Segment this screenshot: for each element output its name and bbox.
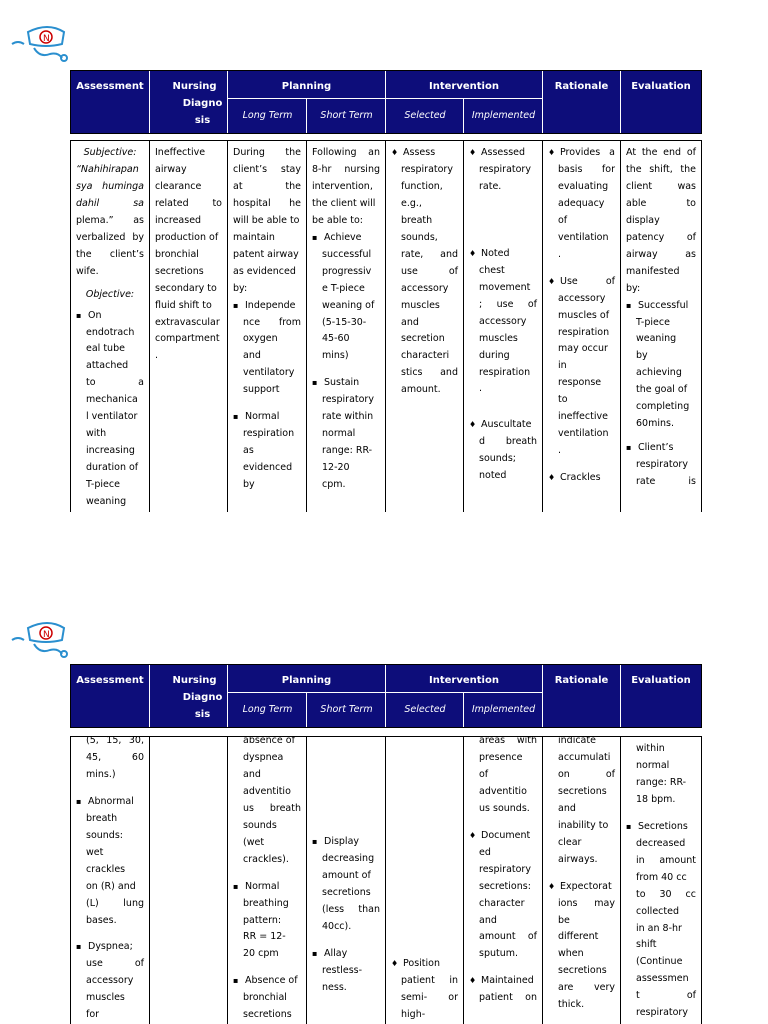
cell-text-line: by: xyxy=(626,282,641,294)
cell-text-line: t of xyxy=(636,990,696,1002)
cell-text-line: verbalized by xyxy=(76,231,144,243)
cell-text-line: endotrach xyxy=(86,326,135,338)
cell-text-line: airway xyxy=(155,163,187,175)
cell-text-line: and xyxy=(243,768,261,780)
cell-text-line: function, xyxy=(401,180,443,192)
cell-text-line: sounds, xyxy=(401,231,438,243)
cell-text-line: (L) lung xyxy=(86,897,144,909)
cell-text-line: dyspnea xyxy=(243,751,284,763)
header-evaluation: Evaluation xyxy=(631,81,691,92)
table-header xyxy=(70,70,702,134)
cell-text-line: response xyxy=(558,377,602,389)
cell-text-line: sputum. xyxy=(479,948,519,960)
cell-text-line: the shift, the xyxy=(626,163,696,175)
cell-text-line: weaning of xyxy=(322,299,375,311)
evaluation-column xyxy=(621,141,701,512)
cell-text-line: ness. xyxy=(322,981,347,993)
nurse-cap-logo-icon xyxy=(10,22,72,64)
cell-text-line: by xyxy=(636,350,648,362)
cell-text-line: respiration xyxy=(243,428,295,440)
cell-text-line: pattern: xyxy=(243,914,282,926)
header-short-term: Short Term xyxy=(320,704,373,715)
cell-text-line: mins.) xyxy=(86,768,116,780)
header-evaluation: Evaluation xyxy=(631,675,691,686)
cell-text-line: muscles xyxy=(86,992,125,1004)
cell-text-line: 20 cpm xyxy=(243,948,279,960)
cell-text-line: rate, and xyxy=(401,248,458,260)
cell-text-line: accumulati xyxy=(558,751,611,763)
cell-text-line: accessory xyxy=(86,975,134,987)
cell-text-line: secretions xyxy=(322,886,371,898)
cell-text-line: in xyxy=(558,360,567,372)
cell-text-line: in an 8-hr xyxy=(636,922,682,934)
cell-text-line: accessory xyxy=(558,292,606,304)
cell-text-line: ♦ Auscultate xyxy=(469,417,537,434)
cell-text-line: support xyxy=(243,384,280,396)
cell-text-line: semi- or xyxy=(401,991,458,1003)
cell-text-line: movement xyxy=(479,281,531,293)
cell-text-line: ventilation xyxy=(558,428,609,440)
cell-text-line: from 40 cc xyxy=(636,871,687,883)
cell-text-line: adventitio xyxy=(243,785,291,797)
cell-text-line: may occur xyxy=(558,343,608,355)
cell-text-line: progressiv xyxy=(322,265,372,277)
cell-text-line: breath xyxy=(401,214,433,226)
cell-text-line: when xyxy=(558,948,584,960)
cell-text-line: to xyxy=(558,394,568,406)
cell-text-line: (5-15-30- xyxy=(322,316,367,328)
cell-text-line: dahil sa xyxy=(76,197,144,209)
cell-text-line: ineffective xyxy=(558,411,608,423)
cell-text-line: and xyxy=(479,914,497,926)
cell-text-line: as evidenced xyxy=(233,265,296,277)
cell-text-line: secondary to xyxy=(155,282,217,294)
cell-text-line: ; use of xyxy=(479,298,537,310)
cell-text-line: wife. xyxy=(76,265,99,277)
cell-text-line: presence xyxy=(479,751,523,763)
cell-text-line: 45-60 xyxy=(322,333,350,345)
cell-text-line: ♦ Document xyxy=(469,828,537,845)
cell-text-line: oxygen xyxy=(243,333,278,345)
cell-text-line: ▪ On xyxy=(76,308,144,325)
cell-text-line: e T-piece xyxy=(322,282,365,294)
cell-text-line: the goal of xyxy=(636,384,688,396)
cell-text-line: 60mins. xyxy=(636,418,674,430)
cell-text-line: maintain xyxy=(233,231,275,243)
cell-text-line: ♦ Use of xyxy=(548,274,615,291)
cell-text-line: breathing xyxy=(243,897,289,909)
cell-text-line: duration of xyxy=(86,462,139,474)
header-nursing-diagnosis-1: Nursing xyxy=(172,81,217,92)
cell-text-line: Subjective: xyxy=(83,147,137,158)
cell-text-line: able to xyxy=(626,197,696,209)
cell-text-line: production of xyxy=(155,231,219,243)
cell-text-line: (5, 15, 30, xyxy=(86,737,144,746)
cell-text-line: secretions xyxy=(155,265,204,277)
cell-text-line: Objective: xyxy=(85,288,135,300)
cell-text-line: by: xyxy=(233,282,248,294)
cell-text-line: eal tube xyxy=(86,343,125,355)
cell-text-line: sya huminga xyxy=(76,180,144,192)
cell-text-line: ♦ Assess xyxy=(391,145,458,162)
cell-text-line: . xyxy=(479,383,483,395)
cell-text-line: hospital he xyxy=(233,197,301,209)
cell-text-line: during xyxy=(479,349,510,361)
header-rationale: Rationale xyxy=(554,81,609,92)
long-term-column xyxy=(228,737,307,1024)
cell-text-line: ventilation xyxy=(558,231,609,243)
cell-text-line: ▪ Sustain xyxy=(312,375,380,392)
cell-text-line: evaluating xyxy=(558,180,609,192)
cell-text-line: ▪ Normal xyxy=(233,409,301,426)
cell-text-line: rate within xyxy=(322,411,374,423)
cell-text-line: airways. xyxy=(558,853,598,865)
cell-text-line: amount. xyxy=(401,384,441,396)
evaluation-column xyxy=(621,737,701,1024)
header-implemented: Implemented xyxy=(471,110,536,121)
cell-text-line: client was xyxy=(626,180,696,192)
cell-text-line: respiration xyxy=(558,326,610,338)
header-nursing-diagnosis-3: sis xyxy=(194,709,211,720)
cell-text-line: rate is xyxy=(636,476,696,488)
header-nursing-diagnosis-2: Diagno xyxy=(182,98,223,109)
cell-text-line: client’s stay xyxy=(233,163,301,175)
header-intervention: Intervention xyxy=(429,81,499,92)
cell-text-line: absence of xyxy=(243,737,295,746)
cell-text-line: respiratory xyxy=(636,459,688,471)
cell-text-line: on of xyxy=(558,768,615,780)
cell-text-line: ventilatory xyxy=(243,367,295,379)
cell-text-line: ▪ Display xyxy=(312,834,380,851)
cell-text-line: 12-20 xyxy=(322,462,350,474)
care-plan-table-body xyxy=(70,736,702,1024)
cell-text-line: wet xyxy=(86,846,104,858)
cell-text-line: on (R) and xyxy=(86,880,136,892)
selected-column xyxy=(386,737,464,1024)
rationale-column xyxy=(543,141,621,512)
cell-text-line: RR = 12- xyxy=(243,931,286,943)
cell-text-line: ▪ Achieve xyxy=(312,230,380,247)
cell-text-line: muscles xyxy=(479,332,518,344)
rationale-column xyxy=(543,737,621,1024)
cell-text-line: related to xyxy=(155,197,222,209)
cell-text-line: T-piece xyxy=(636,316,670,328)
cell-text-line: . xyxy=(155,350,159,362)
cell-text-line: and xyxy=(401,316,419,328)
cell-text-line: secretions: xyxy=(479,880,531,892)
cell-text-line: evidenced xyxy=(243,462,293,474)
cell-text-line: restless- xyxy=(322,964,363,976)
cell-text-line: patient in xyxy=(401,974,458,986)
cell-text-line: sounds; xyxy=(479,453,516,465)
cell-text-line: l ventilator xyxy=(86,411,138,423)
cell-text-line: intervention, xyxy=(312,180,373,192)
cell-text-line: respiratory xyxy=(479,863,531,875)
cell-text-line: indicate xyxy=(558,737,596,746)
cell-text-line: display xyxy=(626,214,660,226)
cell-text-line: mechanica xyxy=(86,394,138,406)
cell-text-line: ▪ Dyspnea; xyxy=(76,939,144,956)
cell-text-line: shift xyxy=(636,939,657,951)
cell-text-line: decreased xyxy=(636,837,686,849)
cell-text-line: and xyxy=(243,350,261,362)
cell-text-line: accessory xyxy=(401,282,449,294)
cell-text-line: fluid shift to xyxy=(155,299,212,311)
cell-text-line: with xyxy=(86,428,107,440)
care-plan-table-body xyxy=(70,140,702,512)
cell-text-line: be able to: xyxy=(312,214,363,226)
cell-text-line: ▪ Abnormal xyxy=(76,794,144,811)
cell-text-line: amount of xyxy=(322,869,371,881)
cell-text-line: use of xyxy=(401,265,458,277)
cell-text-line: ▪ Secretions xyxy=(626,819,696,836)
cell-text-line: and xyxy=(558,802,576,814)
cell-text-line: ♦ Expectorat xyxy=(548,879,615,896)
cell-text-line: inability to xyxy=(558,819,609,831)
cell-text-line: respiratory xyxy=(636,1007,688,1019)
cell-text-line: are very xyxy=(558,982,615,994)
cell-text-line: normal xyxy=(636,759,670,771)
cell-text-line: cpm. xyxy=(322,479,346,491)
cell-text-line: clearance xyxy=(155,180,202,192)
nurse-cap-logo-icon xyxy=(10,618,72,660)
cell-text-line: amount of xyxy=(479,931,537,943)
cell-text-line: secretion xyxy=(401,333,445,345)
cell-text-line: nce from xyxy=(243,316,301,328)
cell-text-line: 8-hr nursing xyxy=(312,163,380,175)
cell-text-line: by xyxy=(243,479,255,491)
cell-text-line: us sounds. xyxy=(479,802,530,814)
cell-text-line: T-piece xyxy=(86,479,120,491)
cell-text-line: ♦ Provides a xyxy=(548,145,615,162)
cell-text-line: (less than xyxy=(322,903,380,915)
cell-text-line: During the xyxy=(233,147,301,158)
cell-text-line: sounds xyxy=(243,819,277,831)
cell-text-line: bronchial xyxy=(155,248,199,260)
cell-text-line: for xyxy=(86,1009,100,1021)
cell-text-line: ♦ Crackles xyxy=(548,470,615,487)
cell-text-line: ▪ Successful xyxy=(626,298,696,315)
cell-text-line: characteri xyxy=(401,350,450,362)
cell-text-line: N xyxy=(43,630,50,640)
cell-text-line: secretions xyxy=(243,1009,292,1021)
cell-text-line: assessmen xyxy=(636,973,689,985)
cell-text-line: clear xyxy=(558,836,582,848)
cell-text-line: compartment xyxy=(155,333,220,345)
header-intervention: Intervention xyxy=(429,675,499,686)
cell-text-line: adequacy xyxy=(558,197,605,209)
cell-text-line: character xyxy=(479,897,525,909)
cell-text-line: in amount xyxy=(636,854,696,866)
cell-text-line: At the end of xyxy=(626,147,696,158)
cell-text-line: secretions xyxy=(558,965,607,977)
cell-text-line: ions may xyxy=(558,897,615,909)
cell-text-line: to a xyxy=(86,377,144,389)
cell-text-line: ♦ Position xyxy=(391,956,458,973)
cell-text-line: respiratory xyxy=(401,163,453,175)
header-long-term: Long Term xyxy=(242,704,293,715)
cell-text-line: different xyxy=(558,931,599,943)
header-selected: Selected xyxy=(404,704,446,715)
cell-text-line: us breath xyxy=(243,802,301,814)
cell-text-line: patent airway xyxy=(233,248,299,260)
cell-text-line: manifested xyxy=(626,265,680,277)
cell-text-line: crackles xyxy=(86,863,126,875)
cell-text-line: ▪ Client’s xyxy=(626,440,696,457)
header-nursing-diagnosis-2: Diagno xyxy=(182,692,223,703)
cell-text-line: will be able to xyxy=(233,214,300,226)
header-assessment: Assessment xyxy=(76,81,144,92)
cell-text-line: breath xyxy=(86,812,118,824)
table-header xyxy=(70,664,702,728)
cell-text-line: stics and xyxy=(401,367,458,379)
cell-text-line: secretions xyxy=(558,785,607,797)
cell-text-line: airway as xyxy=(626,248,696,260)
cell-text-line: bronchial xyxy=(243,992,287,1004)
cell-text-line: d breath xyxy=(479,436,537,448)
cell-text-line: muscles of xyxy=(558,309,610,321)
short-term-column xyxy=(307,737,386,1024)
cell-text-line: ♦ Assessed xyxy=(469,145,537,162)
cell-text-line: range: RR- xyxy=(636,776,687,788)
assessment-column xyxy=(71,737,150,1024)
cell-text-line: weaning xyxy=(636,333,677,345)
cell-text-line: (Continue xyxy=(636,956,683,968)
cell-text-line: 18 bpm. xyxy=(636,793,676,805)
header-nursing-diagnosis-3: sis xyxy=(194,115,211,126)
cell-text-line: ed xyxy=(479,846,491,858)
cell-text-line: patency of xyxy=(626,231,696,243)
header-rationale: Rationale xyxy=(554,675,609,686)
cell-text-line: ▪ Allay xyxy=(312,946,380,963)
cell-text-line: thick. xyxy=(558,999,585,1011)
cell-text-line: completing xyxy=(636,401,690,413)
cell-text-line: N xyxy=(43,34,50,44)
cell-text-line: extravascular xyxy=(155,316,220,328)
cell-text-line: e.g., xyxy=(401,197,422,209)
cell-text-line: (wet xyxy=(243,836,265,848)
cell-text-line: of xyxy=(558,214,568,226)
cell-text-line: ▪ Normal xyxy=(233,879,301,896)
cell-text-line: collected xyxy=(636,905,679,917)
cell-text-line: within xyxy=(636,743,665,754)
cell-text-line: to 30 cc xyxy=(636,888,696,900)
header-assessment: Assessment xyxy=(76,675,144,686)
header-nursing-diagnosis-1: Nursing xyxy=(172,675,217,686)
header-selected: Selected xyxy=(404,110,446,121)
cell-text-line: muscles xyxy=(401,299,440,311)
cell-text-line: “Nahihirapan xyxy=(76,163,139,175)
long-term-column xyxy=(228,141,307,512)
header-planning: Planning xyxy=(281,81,332,92)
cell-text-line: plema.” as xyxy=(76,214,144,226)
implemented-column xyxy=(464,141,543,512)
cell-text-line: 45, 60 xyxy=(86,751,144,763)
cell-text-line: sounds: xyxy=(86,829,123,841)
cell-text-line: rate. xyxy=(479,180,502,192)
cell-text-line: attached xyxy=(86,360,129,372)
cell-text-line: increased xyxy=(155,214,202,226)
diagnosis-column xyxy=(150,141,228,512)
cell-text-line: . xyxy=(558,445,562,457)
cell-text-line: at the xyxy=(233,180,301,192)
cell-text-line: ♦ Noted xyxy=(469,246,537,263)
cell-text-line: high- xyxy=(401,1008,426,1020)
cell-text-line: the client’s xyxy=(76,248,144,260)
cell-text-line: ▪ Absence of xyxy=(233,973,301,990)
diagnosis-column xyxy=(150,737,228,1024)
cell-text-line: be xyxy=(558,914,570,926)
care-plan-page-2 xyxy=(0,512,768,1024)
cell-text-line: range: RR- xyxy=(322,445,373,457)
cell-text-line: use of xyxy=(86,958,144,970)
cell-text-line: weaning xyxy=(86,496,127,508)
header-long-term: Long Term xyxy=(242,110,293,121)
cell-text-line: Ineffective xyxy=(155,147,206,158)
header-implemented: Implemented xyxy=(471,704,536,715)
header-planning: Planning xyxy=(281,675,332,686)
cell-text-line: basis for xyxy=(558,163,615,175)
cell-text-line: decreasing xyxy=(322,852,375,864)
assessment-column xyxy=(71,141,150,512)
cell-text-line: respiratory xyxy=(479,163,531,175)
cell-text-line: 40cc). xyxy=(322,920,352,932)
cell-text-line: the client will xyxy=(312,197,376,209)
cell-text-line: noted xyxy=(479,470,507,482)
cell-text-line: bases. xyxy=(86,914,117,926)
cell-text-line: crackles). xyxy=(243,853,289,865)
cell-text-line: ▪ Independe xyxy=(233,298,301,315)
cell-text-line: ♦ Maintained xyxy=(469,973,537,990)
cell-text-line: successful xyxy=(322,248,372,260)
cell-text-line: as xyxy=(243,445,254,457)
header-short-term: Short Term xyxy=(320,110,373,121)
cell-text-line: increasing xyxy=(86,445,135,457)
cell-text-line: areas with xyxy=(479,737,537,746)
cell-text-line: . xyxy=(558,248,562,260)
cell-text-line: chest xyxy=(479,264,505,276)
selected-column xyxy=(386,141,464,512)
cell-text-line: respiratory xyxy=(322,394,374,406)
cell-text-line: respiration xyxy=(479,366,531,378)
implemented-column xyxy=(464,737,543,1024)
cell-text-line: achieving xyxy=(636,367,682,379)
cell-text-line: of xyxy=(479,768,489,780)
cell-text-line: normal xyxy=(322,428,356,440)
cell-text-line: adventitio xyxy=(479,785,527,797)
cell-text-line: mins) xyxy=(322,350,349,362)
cell-text-line: Following an xyxy=(312,147,380,158)
cell-text-line: patient on xyxy=(479,992,537,1004)
short-term-column xyxy=(307,141,386,512)
cell-text-line: accessory xyxy=(479,315,527,327)
